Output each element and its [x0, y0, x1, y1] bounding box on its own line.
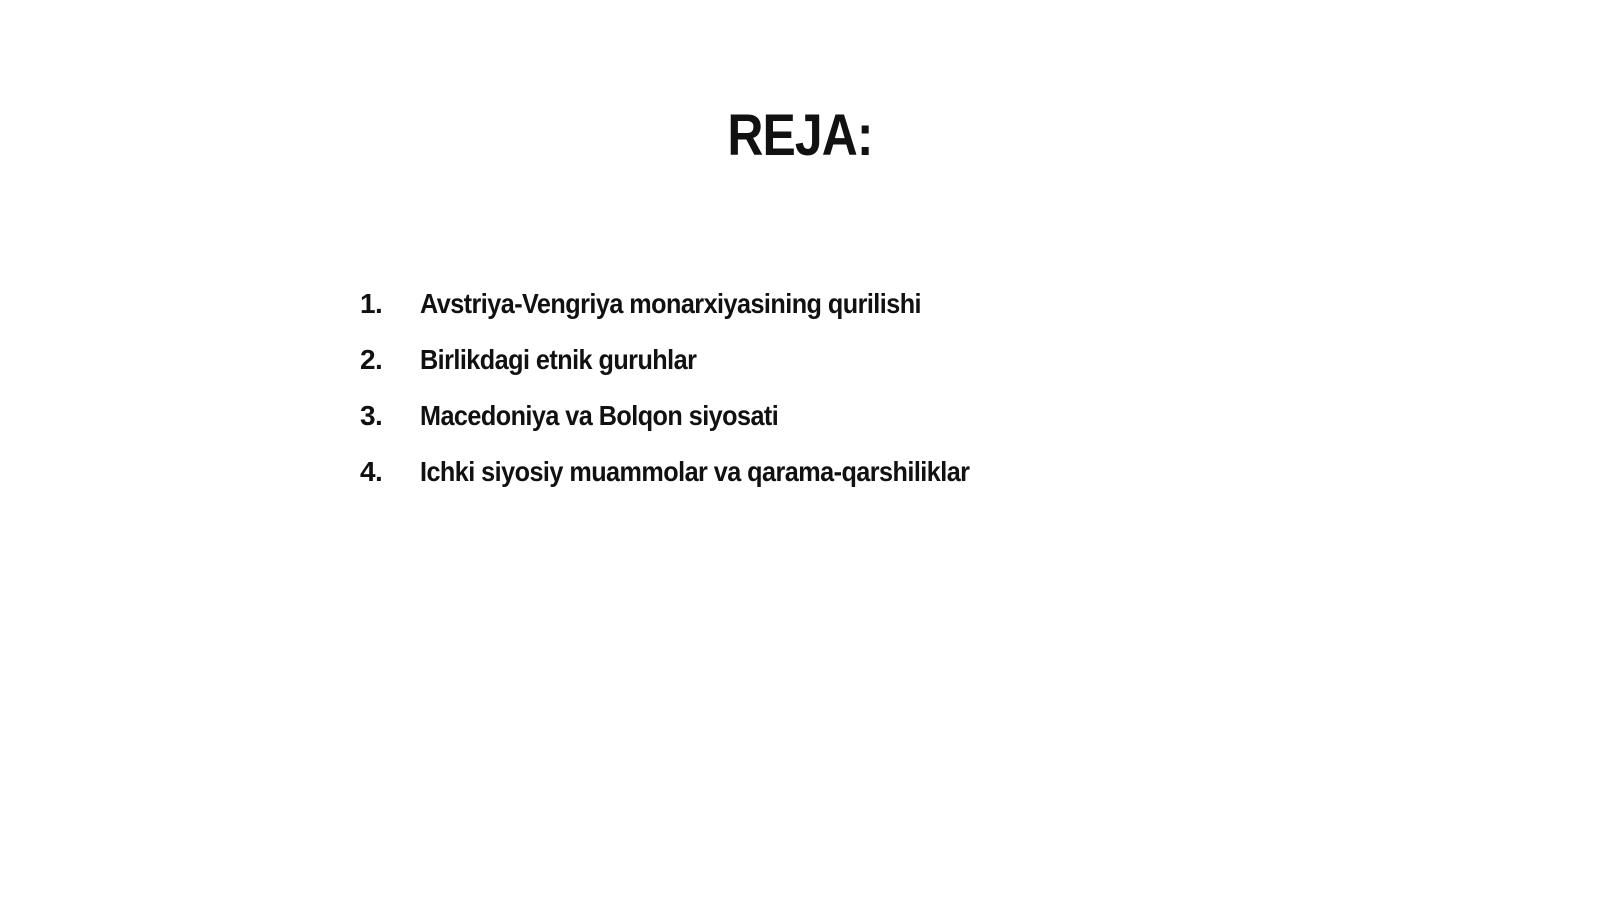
agenda-item-2 [360, 344, 1030, 400]
agenda-item-number: 1. [360, 288, 383, 319]
agenda-item-number: 3. [360, 400, 383, 431]
agenda-item-1 [360, 288, 1030, 344]
agenda-item-4 [360, 456, 1030, 512]
slide-title: REJA: [727, 103, 873, 168]
agenda-item-text: Avstriya-Vengriya monarxiyasining qurilishi [420, 288, 922, 319]
agenda-list [360, 288, 1030, 512]
agenda-item-text: Birlikdagi etnik guruhlar [420, 344, 697, 375]
agenda-item-text: Ichki siyosiy muammolar va qarama-qarshiliklar [420, 456, 970, 487]
agenda-item-text: Macedoniya va Bolqon siyosati [420, 400, 779, 431]
agenda-item-number: 2. [360, 344, 383, 375]
agenda-item-3 [360, 400, 1030, 456]
agenda-item-number: 4. [360, 456, 383, 487]
